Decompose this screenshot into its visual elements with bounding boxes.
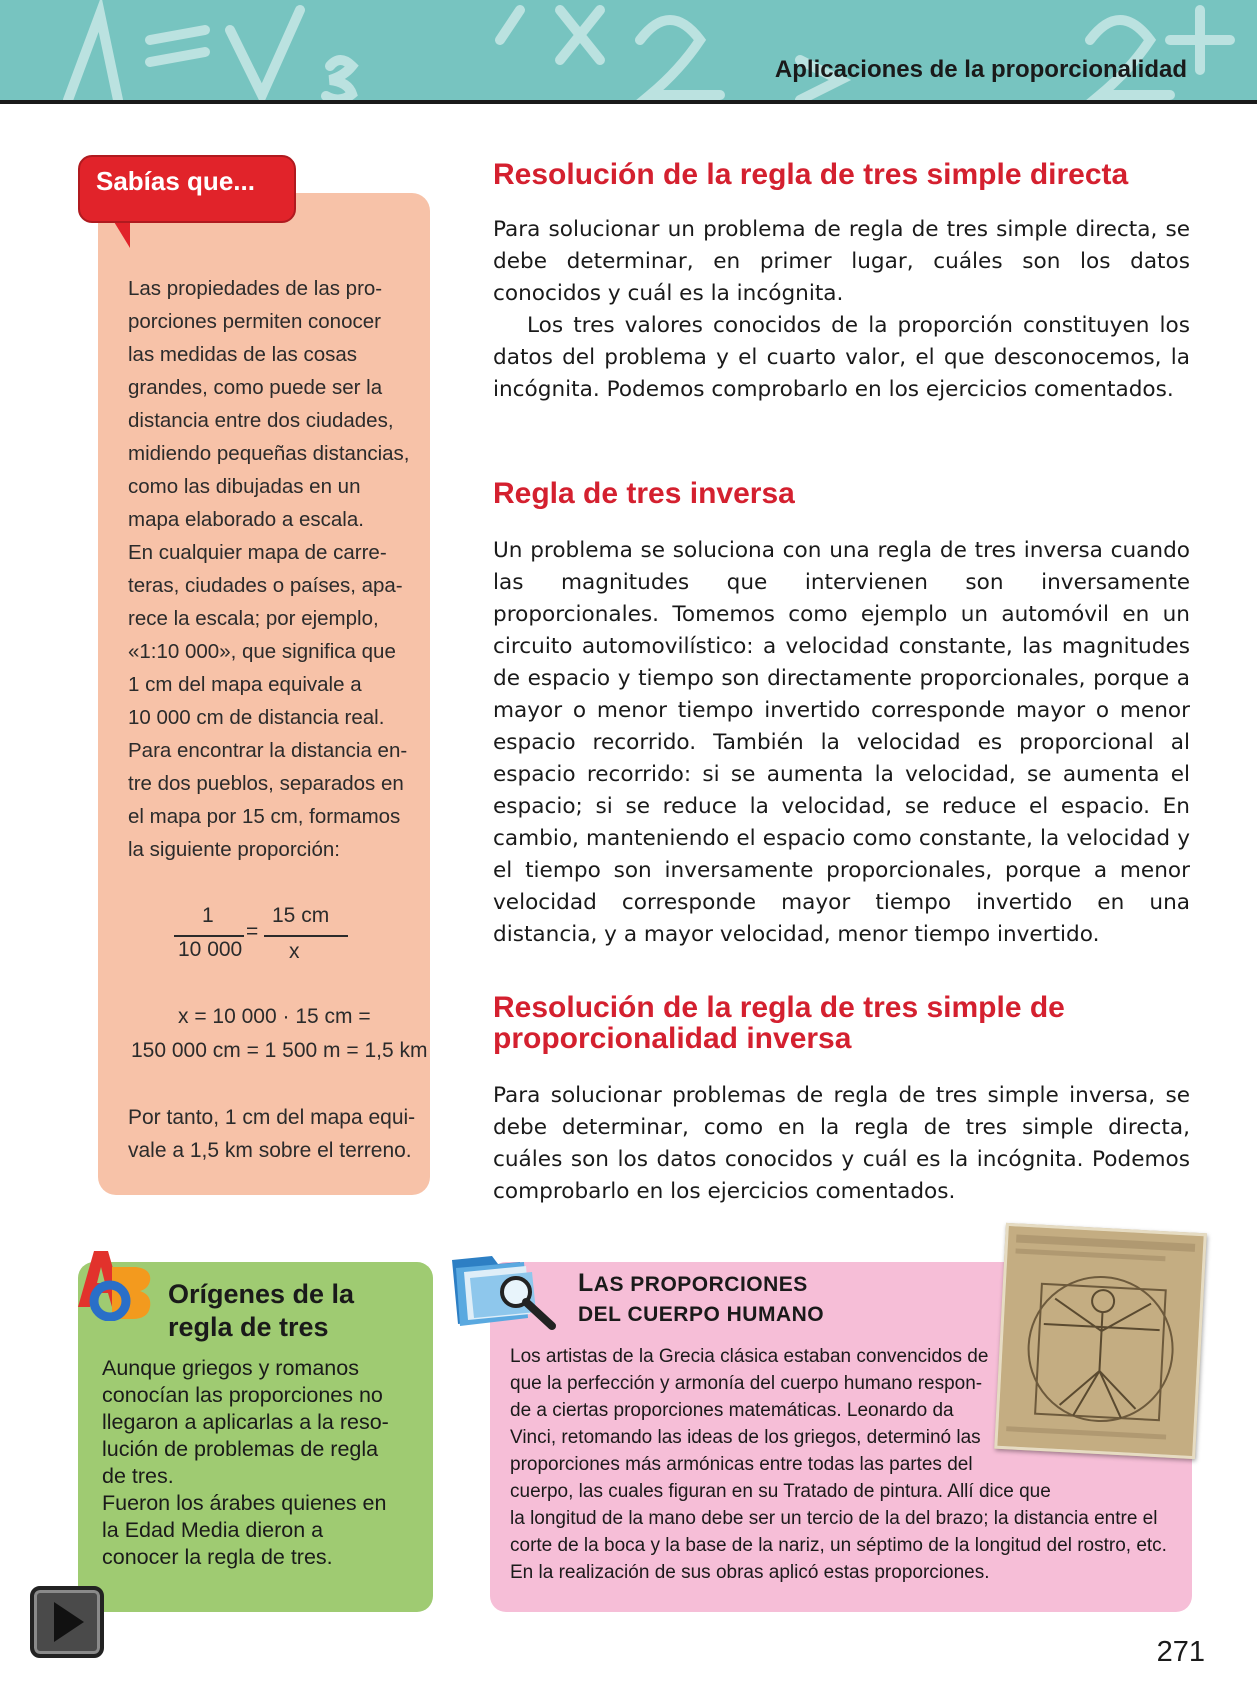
proporciones-text (510, 1343, 1190, 1586)
proporciones-title-line: DEL CUERPO HUMANO (578, 1303, 825, 1326)
origenes-line: la Edad Media dieron a (102, 1518, 324, 1542)
fraction-numerator-2: 15 cm (272, 904, 330, 927)
origenes-line: conocer la regla de tres. (102, 1545, 333, 1569)
fraction-denominator-2: x (289, 940, 300, 963)
play-icon (34, 1590, 100, 1654)
proporciones-line: Los artistas de la Grecia clásica estaban convencidos de (510, 1346, 989, 1367)
section-heading-inversa: Regla de tres inversa (493, 477, 795, 510)
paragraph: Un problema se soluciona con una regla de tres inversa cuando las magnitudes que intervienen son inversamente proporcionales. Tomemos como ejemplo un automóvil en un circuito automovilístico: a velocidad constante, las magnitudes de espacio y tiempo son directamente proporcionales, porque a mayor o menor tiempo invertido corresponde mayor o menor espacio recorrido. También la velocidad es proporcional al espacio recorrido: si se aumenta la velocidad, se aumenta el espacio; si se reduce la velocidad, se reduce el espacio. En cambio, manteniendo el espacio como constante, la velocidad y el tiempo son inversamente proporcionales, porque a menor velocidad corresponde mayor tiempo invertido en una distancia, y a mayor velocidad, menor tiempo invertido. (493, 538, 1190, 947)
calc-line-1: x = 10 000 · 15 cm = (178, 1005, 371, 1028)
proporciones-line: que la perfección y armonía del cuerpo humano respon- (510, 1373, 983, 1394)
fraction-denominator-1: 10 000 (178, 938, 243, 961)
sabias-line: rece la escala; por ejemplo, (128, 607, 379, 630)
fraction-equals: = (246, 920, 259, 943)
sabias-line: la siguiente proporción: (128, 838, 340, 861)
sabias-line: «1:10 000», que significa que (128, 640, 396, 663)
sabias-line: grandes, como puede ser la (128, 376, 383, 399)
sabias-que-text (128, 272, 418, 866)
fraction-bar-1 (174, 935, 244, 937)
proporciones-line: proporciones más armónicas entre todas las partes del (510, 1454, 973, 1475)
fraction-numerator-1: 1 (202, 904, 214, 927)
origenes-line: Aunque griegos y romanos (102, 1356, 359, 1380)
sabias-line: como las dibujadas en un (128, 475, 361, 498)
proporciones-title-initial: L (578, 1269, 594, 1297)
origenes-line: lución de problemas de regla (102, 1437, 379, 1461)
proporciones-title-rest: AS PROPORCIONES (593, 1273, 808, 1296)
paragraph: Para solucionar problemas de regla de tres simple inversa, se debe determinar, como en la regla de tres simple directa, cuáles son los datos conocidos y cuál es la incógnita. Podemos comprobarlo en los ejercicios comentados. (493, 1083, 1190, 1204)
decorative-math-symbols (0, 0, 1257, 102)
conclusion-line-2: vale a 1,5 km sobre el terreno. (128, 1139, 412, 1162)
header-band (0, 0, 1257, 102)
section-text-directa (493, 214, 1190, 406)
section-text-inversa (493, 535, 1190, 951)
sabias-que-title: Sabías que... (96, 166, 255, 196)
play-button[interactable] (30, 1586, 104, 1658)
sabias-line: En cualquier mapa de carre- (128, 541, 387, 564)
sabias-line: 1 cm del mapa equivale a (128, 673, 362, 696)
origenes-line: conocían las proporciones no (102, 1383, 383, 1407)
folder-magnifier-icon (446, 1252, 566, 1334)
proporciones-line: corte de la boca y la base de la nariz, un séptimo de la longitud del rostro, etc. (510, 1535, 1167, 1556)
header-rule (0, 100, 1257, 104)
proporciones-line: En la realización de sus obras aplicó estas proporciones. (510, 1562, 990, 1583)
origenes-title-line: Orígenes de la (168, 1279, 355, 1309)
page-header-title: Aplicaciones de la proporcionalidad (774, 56, 1187, 83)
proporciones-line: de a ciertas proporciones matemáticas. Leonardo da (510, 1400, 954, 1421)
conclusion-line-1: Por tanto, 1 cm del mapa equi- (128, 1106, 416, 1129)
origenes-line: de tres. (102, 1464, 174, 1488)
paragraph: Para solucionar un problema de regla de tres simple directa, se debe determinar, en primer lugar, cuáles son los datos conocidos y cuál es la incógnita. (493, 217, 1190, 306)
sabias-line: las medidas de las cosas (128, 343, 358, 366)
origenes-title (168, 1278, 354, 1344)
proporciones-line: cuerpo, las cuales figuran en su Tratado de pintura. Allí dice que (510, 1481, 1051, 1502)
fraction-bar-2 (264, 935, 348, 937)
proporciones-line: la longitud de la mano debe ser un tercio de la del brazo; la distancia entre el (510, 1508, 1158, 1529)
origenes-line: Fueron los árabes quienes en (102, 1491, 387, 1515)
sabias-line: distancia entre dos ciudades, (128, 409, 394, 432)
sabias-line: Para encontrar la distancia en- (128, 739, 408, 762)
origenes-text (102, 1355, 422, 1571)
section-heading-directa: Resolución de la regla de tres simple directa (493, 158, 1129, 191)
proporciones-title-line (578, 1268, 824, 1300)
sabias-line: teras, ciudades o países, apa- (128, 574, 403, 597)
proporciones-line: Vinci, retomando las ideas de los griegos, determinó las (510, 1427, 981, 1448)
sabias-line: el mapa por 15 cm, formamos (128, 805, 401, 828)
sabias-line: mapa elaborado a escala. (128, 508, 364, 531)
paragraph: Los tres valores conocidos de la proporción constituyen los datos del problema y el cuarto valor, el que desconocemos, la incógnita. Podemos comprobarlo en los ejercicios comentados. (493, 313, 1190, 402)
sabias-line: porciones permiten conocer (128, 310, 381, 333)
origenes-line: llegaron a aplicarlas a la reso- (102, 1410, 389, 1434)
origenes-title-line: regla de tres (168, 1312, 329, 1342)
page-number: 271 (1156, 1636, 1205, 1668)
section-heading-simple-inversa-2: proporcionalidad inversa (493, 1022, 852, 1055)
sabias-line: tre dos pueblos, separados en (128, 772, 404, 795)
abc-blocks-icon (68, 1245, 160, 1321)
sabias-line: midiendo pequeñas distancias, (128, 442, 410, 465)
proporciones-title (578, 1268, 824, 1330)
calc-line-2: 150 000 cm = 1 500 m = 1,5 km (131, 1039, 428, 1062)
section-text-simple-inversa (493, 1080, 1190, 1208)
section-heading-simple-inversa-1: Resolución de la regla de tres simple de (493, 991, 1065, 1024)
sabias-line: 10 000 cm de distancia real. (128, 706, 385, 729)
sabias-line: Las propiedades de las pro- (128, 277, 383, 300)
